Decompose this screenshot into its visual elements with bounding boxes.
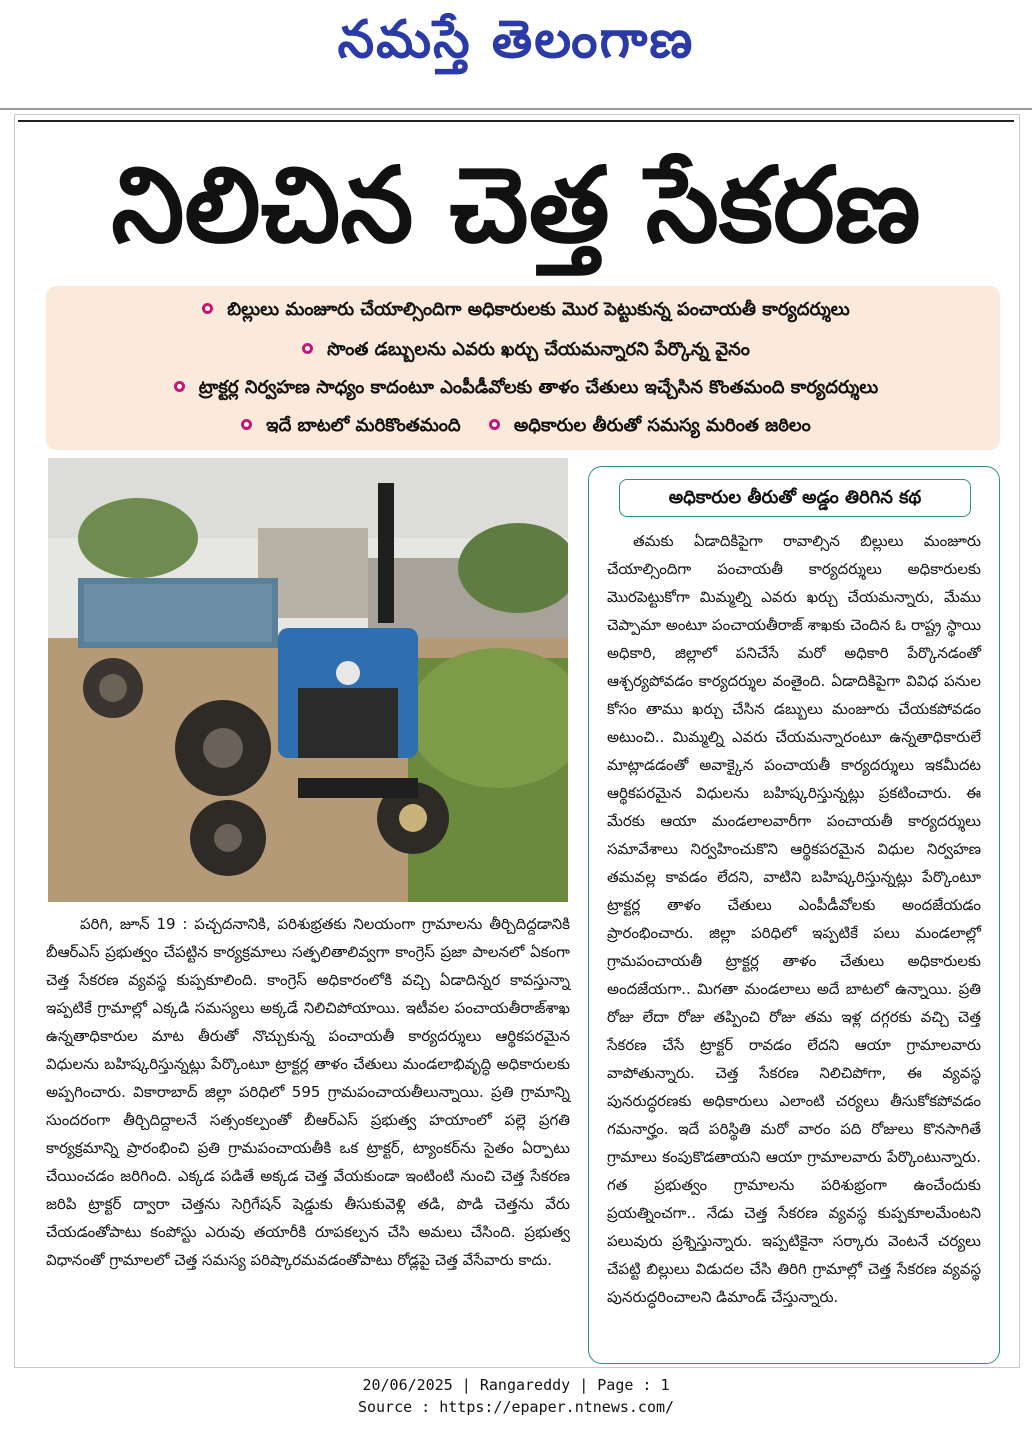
tractor-illustration: [48, 458, 568, 902]
footer-date-line: 20/06/2025 | Rangareddy | Page : 1: [362, 1376, 670, 1394]
highlight-text: ఇదే బాటలో మరికొంతమంది: [266, 415, 461, 436]
sidebar-box: [588, 466, 1000, 1364]
masthead-divider: [0, 108, 1032, 110]
highlight-row-3: [46, 372, 1000, 404]
bullet-icon: [241, 419, 252, 430]
highlight-text: సొంత డబ్బులను ఎవరు ఖర్చు చేయమన్నారని పేర్కొన్న వైనం: [327, 339, 750, 360]
highlight-row-4: [46, 410, 1000, 442]
tractor-photo: [48, 458, 568, 902]
bullet-icon: [489, 419, 500, 430]
headline: నిలిచిన చెత్త సేకరణ: [111, 144, 921, 266]
article-body: [46, 910, 570, 1274]
sidebar-paragraph: తమకు ఏడాదికిపైగా రావాల్సిన బిల్లులు మంజూరు చేయాల్సిందిగా పంచాయతీ కార్యదర్శులు అధికారులకు మొరపెట్టుకోగా మిమ్మల్ని ఎవరు ఖర్చు చేయమన్నారు, మేము చెప్పామా అంటూ పంచాయతీరాజ్ శాఖకు చెందిన ఓ రాష్ట్ర స్థాయి అధికారి, జిల్లాలో పనిచేసే మరో అధికారి పేర్కొనడంతో ఆశ్చర్యపోవడం కార్యదర్శుల వంతైంది. ఏడాదికిపైగా వివిధ పనుల కోసం తాము ఖర్చు చేసిన డబ్బులు మంజూరు చేయకపోవడం అటుంచి.. మిమ్మల్ని ఎవరు చేయమన్నారంటూ ఉన్నతాధికారులే మాట్లాడడంతో అవాక్కైన పంచాయతీ కార్యదర్శులు ఇకమీదట ఆర్థికపరమైన విధులను బహిష్కరిస్తున్నట్లు ప్రకటించారు. ఈ మేరకు ఆయా మండలాలవారీగా పంచాయతీ కార్యదర్శులు సమావేశాలు నిర్వహించుకొని ఆర్థికపరమైన విధుల నిర్వహణ తమవల్ల కావడం లేదని, వాటిని బహిష్కరిస్తున్నట్లు పేర్కొంటూ ట్రాక్టర్ల తాళం చేతులు ఎంపీడీవోలకు అందజేయడం ప్రారంభించారు. జిల్లా పరిధిలో ఇప్పటికే పలు మండలాల్లో గ్రామపంచాయతీ ట్రాక్టర్ల తాళం చేతులు అధికారులకు అందజేయగా.. మిగతా మండలాలు అదే బాటలో ఉన్నాయి. ప్రతి రోజు లేదా రోజు తప్పించి రోజు తమ ఇళ్ల దగ్గరకు వచ్చి చెత్త సేకరణ చేసే ట్రాక్టర్ రావడం లేదని ఆయా గ్రామాలవారు వాపోతున్నారు. చెత్త సేకరణ నిలిచిపోగా, ఈ వ్యవస్థ పునరుద్ధరణకు అధికారులు ఎలాంటి చర్యలు తీసుకోకపోవడం గమనార్హం. ఇదే పరిస్థితి మరో వారం పది రోజులు కొనసాగితే గ్రామాలు కంపుకొడతాయని ఆయా గ్రామాలవారు పేర్కొంటున్నారు. గత ప్రభుత్వం గ్రామాలను పరిశుభ్రంగా ఉంచేందుకు ప్రయత్నించగా.. నేడు చెత్త సేకరణ వ్యవస్థ కుప్పకూలమేంటని పలువురు ప్రశ్నిస్తున్నారు. ఇప్పటికైనా సర్కారు వెంటనే చర్యలు చేపట్టి బిల్లులు విడుదల చేసి తిరిగి గ్రామాల్లో చెత్త సేకరణ వ్యవస్థ పునరుద్ధరించాలని డిమాండ్ చేస్తున్నారు.: [607, 532, 981, 1306]
article-paragraph: పరిగి, జూన్ 19 : పచ్చదనానికి, పరిశుభ్రతకు నిలయంగా గ్రామాలను తీర్చిదిద్దడానికి బీఆర్ఎస్ ప్రభుత్వం చేపట్టిన కార్యక్రమాలు సత్ఫలితాలివ్వగా కాంగ్రెస్ ప్రజా పాలనలో ఏకంగా చెత్త సేకరణ వ్యవస్థ కుప్పకూలింది. కాంగ్రెస్ అధికారంలోకి వచ్చి ఏడాదిన్నర కావస్తున్నా ఇప్పటికే గ్రామాల్లో ఎక్కడి సమస్యలు అక్కడే నిలిచిపోయాయి. ఇటీవల పంచాయతీరాజ్‌శాఖ ఉన్నతాధికారుల మాట తీరుతో నొచ్చుకున్న పంచాయతీ కార్యదర్శులు ఆర్థికపరమైన విధులను బహిష్కరిస్తున్నట్లు పేర్కొంటూ ట్రాక్టర్ల తాళం చేతులు మండలాభివృద్ధి అధికారులకు అప్పగించారు. వికారాబాద్ జిల్లా పరిధిలో 595 గ్రామపంచాయతీలున్నాయి. ప్రతి గ్రామాన్ని సుందరంగా తీర్చిదిద్దాలనే సత్సంకల్పంతో బీఆర్ఎస్ ప్రభుత్వ హయాంలో పల్లె ప్రగతి కార్యక్రమాన్ని ప్రారంభించి ప్రతి గ్రామపంచాయతీకి ఒక ట్రాక్టర్, ట్యాంకర్‌ను సైతం ఏర్పాటు చేయించడం జరిగింది. ఎక్కడ పడితే అక్కడ చెత్త వేయకుండా ఇంటింటి నుంచి చెత్త సేకరణ జరిపి ట్రాక్టర్ ద్వారా చెత్తను సెగ్రిగేషన్ షెడ్డుకు తీసుకువెళ్లి తడి, పొడి చెత్తను వేరు చేయడంతోపాటు కంపోస్టు ఎరువు తయారీకి రూపకల్పన చేసి అమలు చేసింది. ప్రభుత్వ విధానంతో గ్రామాలలో చెత్త సమస్య పరిష్కారమవడంతోపాటు రోడ్లపై చెత్త వేసేవారు కాదు.: [46, 915, 570, 1269]
highlight-row-2: [46, 334, 1000, 366]
bullet-icon: [174, 381, 185, 392]
headline-rule: [18, 120, 1014, 122]
highlight-text: అధికారుల తీరుతో సమస్య మరింత జఠిలం: [513, 415, 811, 436]
highlight-text: ట్రాక్టర్ల నిర్వహణ సాధ్యం కాదంటూ ఎంపీడీవోలకు తాళం చేతులు ఇచ్చేసిన కొంతమంది కార్యదర్శులు: [198, 377, 879, 398]
highlights-box: [46, 286, 1000, 450]
bullet-icon: [302, 343, 313, 354]
footer-source-line: Source : https://epaper.ntnews.com/: [357, 1398, 675, 1416]
masthead-logo: నమస్తే తెలంగాణ: [337, 9, 695, 70]
bullet-icon: [202, 303, 213, 314]
highlight-text: బిల్లులు మంజూరు చేయాల్సిందిగా అధికారులకు మొర పెట్టుకున్న పంచాయతీ కార్యదర్శులు: [227, 299, 850, 320]
sidebar-body: [607, 527, 981, 1311]
highlight-row-1: [46, 294, 1000, 326]
sidebar-title: అధికారుల తీరుతో అడ్డం తిరిగిన కథ: [619, 479, 971, 517]
